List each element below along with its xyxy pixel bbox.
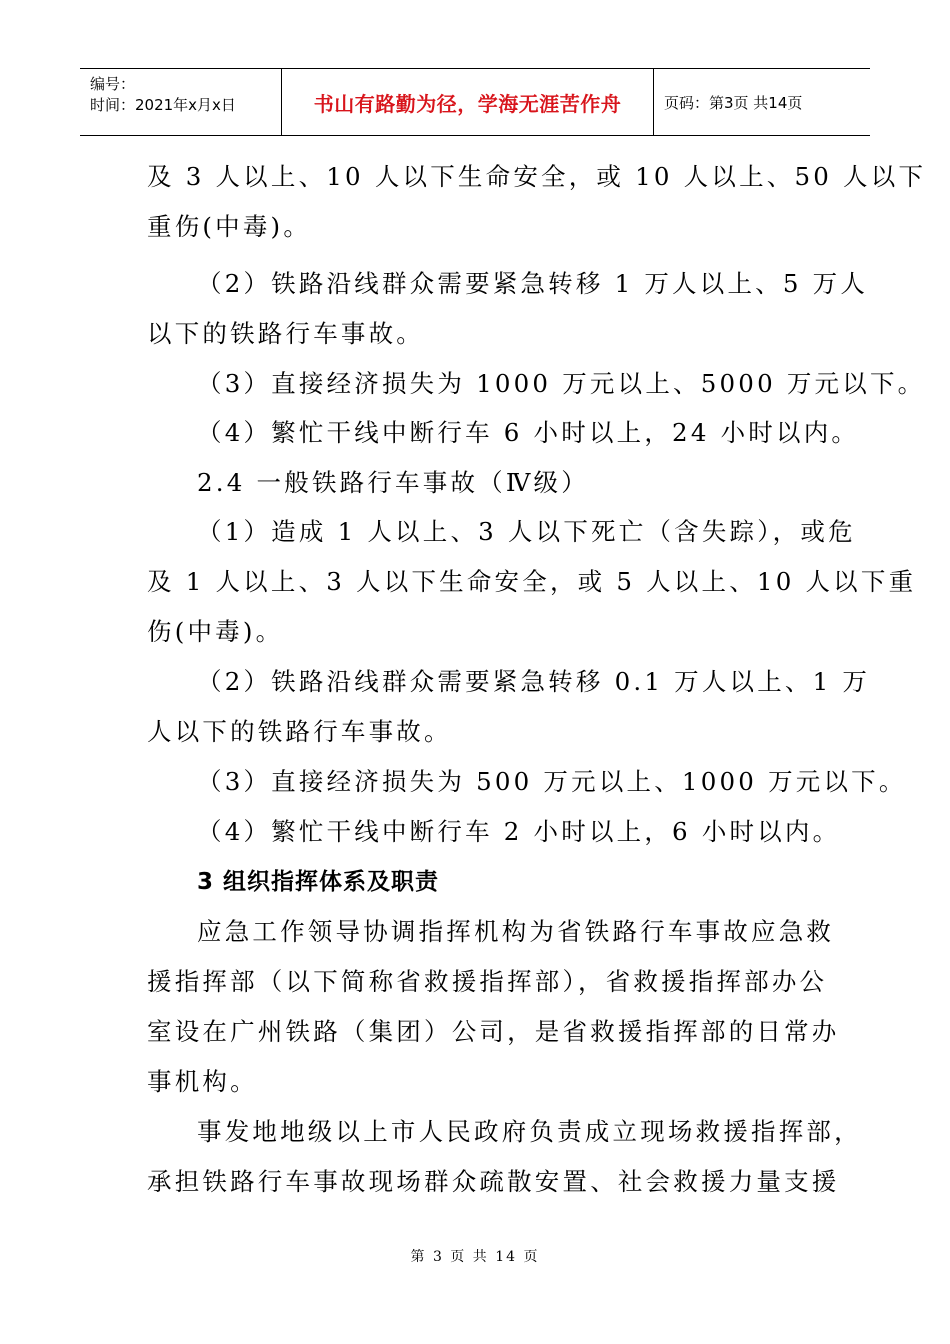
header-motto: 书山有路勤为径，学海无涯苦作舟: [282, 69, 654, 135]
body-line: （2）铁路沿线群众需要紧急转移 0.1 万人以上、1 万: [197, 667, 871, 696]
body-line: 伤(中毒)。: [147, 617, 284, 646]
body-line: 及 1 人以上、3 人以下生命安全，或 5 人以上、10 人以下重: [147, 567, 917, 596]
body-line: 人以下的铁路行车事故。: [147, 717, 452, 746]
body-line: （3）直接经济损失为 1000 万元以上、5000 万元以下。: [197, 369, 926, 398]
time-label: 时间：2021年x月x日: [90, 96, 236, 114]
body-line: 室设在广州铁路（集团）公司，是省救援指挥部的日常办: [147, 1017, 840, 1046]
number-label: 编号：: [90, 75, 136, 93]
page-footer: 第 3 页 共 14 页: [410, 1249, 540, 1265]
body-line: （4）繁忙干线中断行车 2 小时以上，6 小时以内。: [197, 817, 841, 846]
document-header: [80, 68, 870, 136]
body-line: （1）造成 1 人以上、3 人以下死亡（含失踪），或危: [197, 517, 856, 546]
section-heading-3: 3 组织指挥体系及职责: [197, 869, 440, 895]
body-line: （4）繁忙干线中断行车 6 小时以上，24 小时以内。: [197, 418, 860, 447]
header-meta: [80, 69, 282, 135]
body-line: 事发地地级以上市人民政府负责成立现场救援指挥部，: [197, 1117, 862, 1146]
header-page-info: 页码：第3页 共14页: [664, 93, 803, 112]
body-line: 以下的铁路行车事故。: [147, 319, 424, 348]
body-line: 及 3 人以上、10 人以下生命安全，或 10 人以上、50 人以下: [147, 162, 927, 191]
section-heading-2-4: 2.4 一般铁路行车事故（Ⅳ级）: [197, 468, 589, 497]
body-line: 承担铁路行车事故现场群众疏散安置、社会救援力量支援: [147, 1167, 840, 1196]
body-line: 事机构。: [147, 1067, 258, 1096]
body-line: 应急工作领导协调指挥机构为省铁路行车事故应急救: [197, 917, 835, 946]
body-line: 重伤(中毒)。: [147, 212, 312, 241]
body-line: （3）直接经济损失为 500 万元以上、1000 万元以下。: [197, 767, 907, 796]
body-line: 援指挥部（以下简称省救援指挥部），省救援指挥部办公: [147, 967, 828, 996]
body-line: （2）铁路沿线群众需要紧急转移 1 万人以上、5 万人: [197, 269, 869, 298]
